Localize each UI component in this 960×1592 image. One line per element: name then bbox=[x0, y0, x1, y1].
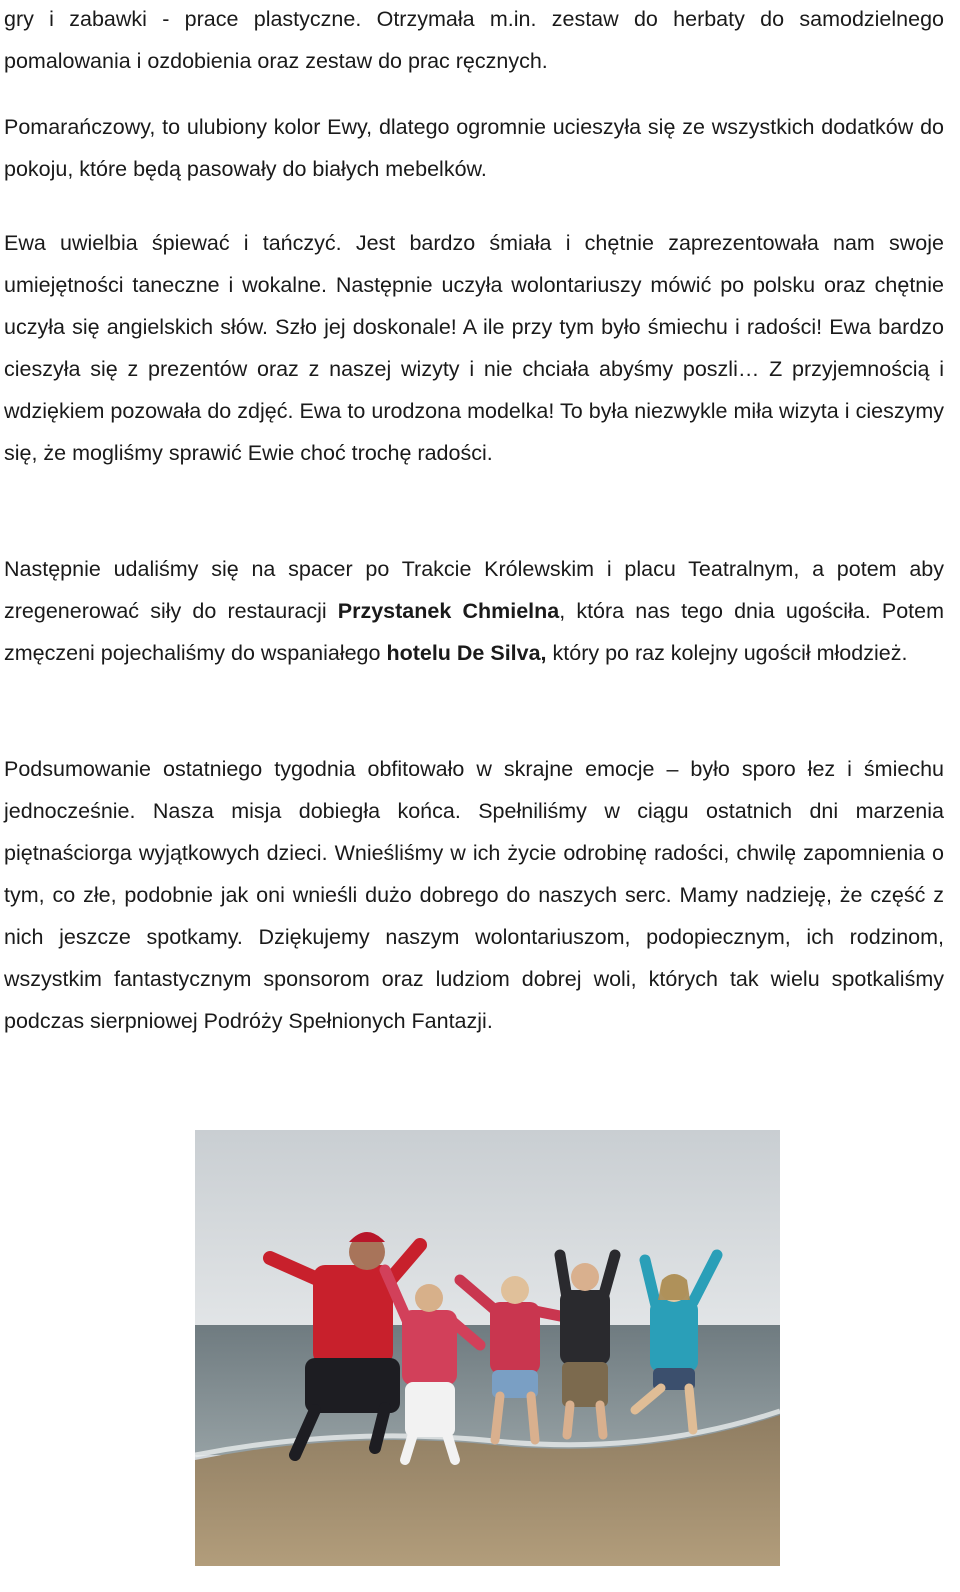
paragraph-ewa-singing: Ewa uwielbia śpiewać i tańczyć. Jest bardzo śmiała i chętnie zaprezentowała nam swoje umiejętności taneczne i wokalne. Następnie uczyła wolontariuszy mówić po polsku oraz chętnie uczyła się angielskich słów. Szło jej doskonale! A ile przy tym było śmiechu i radości! Ewa bardzo cieszyła się z prezentów oraz z naszej wizyty i nie chciała abyśmy poszli… Z przyjemnością i wdziękiem pozowała do zdjęć. Ewa to urodzona modelka! To była niezwykle miła wizyta i cieszymy się, że mogliśmy sprawić Ewie choć trochę radości. bbox=[4, 231, 944, 465]
paragraph-walk-text-2: , która nas tego dnia ugościła. Potem zmęczeni pojechaliśmy do wspaniałego bbox=[4, 599, 944, 665]
beach-jump-photo-illustration bbox=[195, 1130, 780, 1566]
restaurant-name: Przystanek Chmielna bbox=[337, 599, 560, 623]
paragraph-walk-text-3: który po raz kolejny ugościł młodzież. bbox=[546, 641, 908, 665]
paragraph-gifts: gry i zabawki - prace plastyczne. Otrzymała m.in. zestaw do herbaty do samodzielnego pomalowania i ozdobienia oraz zestaw do prac ręcznych. bbox=[4, 7, 944, 73]
paragraph-walk-text-1: Następnie udaliśmy się na spacer po Trakcie Królewskim i placu Teatralnym, a potem aby zregenerować siły do restauracji bbox=[4, 557, 944, 623]
paragraph-walk-restaurant bbox=[4, 548, 944, 674]
beach-jump-photo bbox=[195, 1130, 780, 1566]
hotel-name: hotelu De Silva, bbox=[386, 641, 547, 665]
paragraph-summary: Podsumowanie ostatniego tygodnia obfitowało w skrajne emocje – było sporo łez i śmiechu jednocześnie. Nasza misja dobiegła końca. Spełniliśmy w ciągu ostatnich dni marzenia piętnaściorga wyjątkowych dzieci. Wnieśliśmy w ich życie odrobinę radości, chwilę zapomnienia o tym, co złe, podobnie jak oni wnieśli dużo dobrego do naszych serc. Mamy nadzieję, że część z nich jeszcze spotkamy. Dziękujemy naszym wolontariuszom, podopiecznym, ich rodzinom, wszystkim fantastycznym sponsorom oraz ludziom dobrej woli, których tak wielu spotkaliśmy podczas sierpniowej Podróży Spełnionych Fantazji. bbox=[4, 757, 944, 1033]
paragraph-orange-color: Pomarańczowy, to ulubiony kolor Ewy, dlatego ogromnie ucieszyła się ze wszystkich dodatków do pokoju, które będą pasowały do białych mebelków. bbox=[4, 115, 944, 181]
